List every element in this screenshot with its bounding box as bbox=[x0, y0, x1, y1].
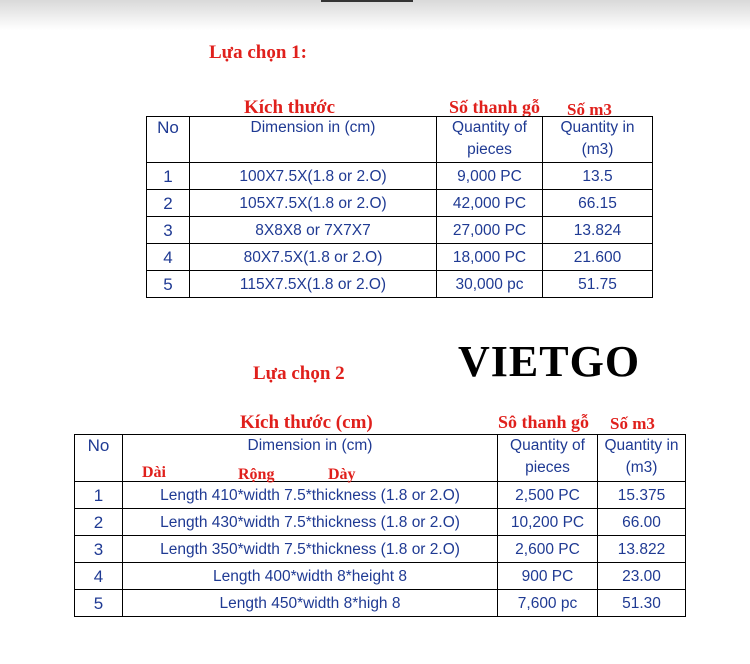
option2-row-dimension: Length 350*width 7.5*thickness (1.8 or 2.O) bbox=[123, 536, 498, 563]
option1-row-dimension: 8X8X8 or 7X7X7 bbox=[190, 217, 437, 244]
top-divider bbox=[321, 0, 413, 2]
table-row bbox=[147, 271, 653, 298]
option2-vn-volume-label: Số m3 bbox=[610, 414, 655, 433]
option2-header-no: No bbox=[75, 435, 123, 482]
option1-row-volume: 13.5 bbox=[543, 163, 653, 190]
option2-row-dimension: Length 410*width 7.5*thickness (1.8 or 2.O) bbox=[123, 482, 498, 509]
option1-row-quantity: 30,000 pc bbox=[437, 271, 543, 298]
option2-vn-length-label: Dài bbox=[142, 464, 166, 481]
option1-row-quantity: 9,000 PC bbox=[437, 163, 543, 190]
option1-row-no: 2 bbox=[147, 190, 190, 217]
option2-row-volume: 51.30 bbox=[598, 590, 686, 617]
option1-row-quantity: 18,000 PC bbox=[437, 244, 543, 271]
option1-row-no: 5 bbox=[147, 271, 190, 298]
option2-vn-dimension-label: Kích thước (cm) bbox=[240, 412, 373, 433]
table-row bbox=[147, 244, 653, 271]
option2-header-volume: Quantity in (m3) bbox=[598, 435, 686, 482]
option2-row-dimension: Length 400*width 8*height 8 bbox=[123, 563, 498, 590]
option1-header-no: No bbox=[147, 117, 190, 163]
brand-logo-text: VIETGO bbox=[458, 337, 641, 386]
table-row bbox=[75, 563, 686, 590]
option2-vn-thickness-label: Dày bbox=[328, 466, 356, 483]
table-row bbox=[75, 482, 686, 509]
option2-title: Lựa chọn 2 bbox=[253, 363, 345, 384]
option1-row-no: 1 bbox=[147, 163, 190, 190]
table-row bbox=[75, 536, 686, 563]
option1-row-volume: 13.824 bbox=[543, 217, 653, 244]
option2-row-volume: 23.00 bbox=[598, 563, 686, 590]
option2-table bbox=[74, 434, 686, 617]
option1-row-volume: 21.600 bbox=[543, 244, 653, 271]
table-row bbox=[75, 509, 686, 536]
option1-vn-dimension-label: Kích thước bbox=[244, 97, 336, 118]
option2-vn-quantity-label: Sô thanh gỗ bbox=[498, 412, 590, 432]
option2-row-dimension: Length 450*width 8*high 8 bbox=[123, 590, 498, 617]
option2-row-no: 5 bbox=[75, 590, 123, 617]
option1-row-volume: 66.15 bbox=[543, 190, 653, 217]
option1-row-quantity: 42,000 PC bbox=[437, 190, 543, 217]
page-top-shadow bbox=[0, 0, 750, 30]
option2-row-volume: 15.375 bbox=[598, 482, 686, 509]
option2-row-no: 2 bbox=[75, 509, 123, 536]
table-row bbox=[147, 217, 653, 244]
option2-row-no: 1 bbox=[75, 482, 123, 509]
option1-vn-quantity-label: Số thanh gỗ bbox=[449, 97, 541, 117]
option1-vn-volume-label: Số m3 bbox=[567, 100, 612, 119]
option1-row-dimension: 115X7.5X(1.8 or 2.O) bbox=[190, 271, 437, 298]
option1-row-quantity: 27,000 PC bbox=[437, 217, 543, 244]
table-row bbox=[147, 190, 653, 217]
option2-row-quantity: 7,600 pc bbox=[498, 590, 598, 617]
option2-vn-width-label: Rộng bbox=[238, 466, 275, 483]
table-row bbox=[147, 163, 653, 190]
option1-table bbox=[146, 116, 653, 298]
option2-row-volume: 66.00 bbox=[598, 509, 686, 536]
option1-header-dimension: Dimension in (cm) bbox=[190, 117, 437, 163]
option2-row-no: 4 bbox=[75, 563, 123, 590]
option1-row-volume: 51.75 bbox=[543, 271, 653, 298]
option2-header-dimension: Dimension in (cm) bbox=[123, 435, 498, 482]
option1-header-quantity: Quantity of pieces bbox=[437, 117, 543, 163]
option1-row-no: 3 bbox=[147, 217, 190, 244]
option1-row-dimension: 105X7.5X(1.8 or 2.O) bbox=[190, 190, 437, 217]
option2-row-quantity: 900 PC bbox=[498, 563, 598, 590]
option1-row-dimension: 80X7.5X(1.8 or 2.O) bbox=[190, 244, 437, 271]
option1-title: Lựa chọn 1: bbox=[209, 42, 307, 63]
option1-row-no: 4 bbox=[147, 244, 190, 271]
option1-row-dimension: 100X7.5X(1.8 or 2.O) bbox=[190, 163, 437, 190]
option1-header-volume: Quantity in (m3) bbox=[543, 117, 653, 163]
option2-header-quantity: Quantity of pieces bbox=[498, 435, 598, 482]
option2-row-quantity: 2,500 PC bbox=[498, 482, 598, 509]
option2-row-volume: 13.822 bbox=[598, 536, 686, 563]
option2-row-dimension: Length 430*width 7.5*thickness (1.8 or 2.O) bbox=[123, 509, 498, 536]
option2-row-quantity: 2,600 PC bbox=[498, 536, 598, 563]
option2-row-quantity: 10,200 PC bbox=[498, 509, 598, 536]
table-row bbox=[75, 590, 686, 617]
option2-row-no: 3 bbox=[75, 536, 123, 563]
